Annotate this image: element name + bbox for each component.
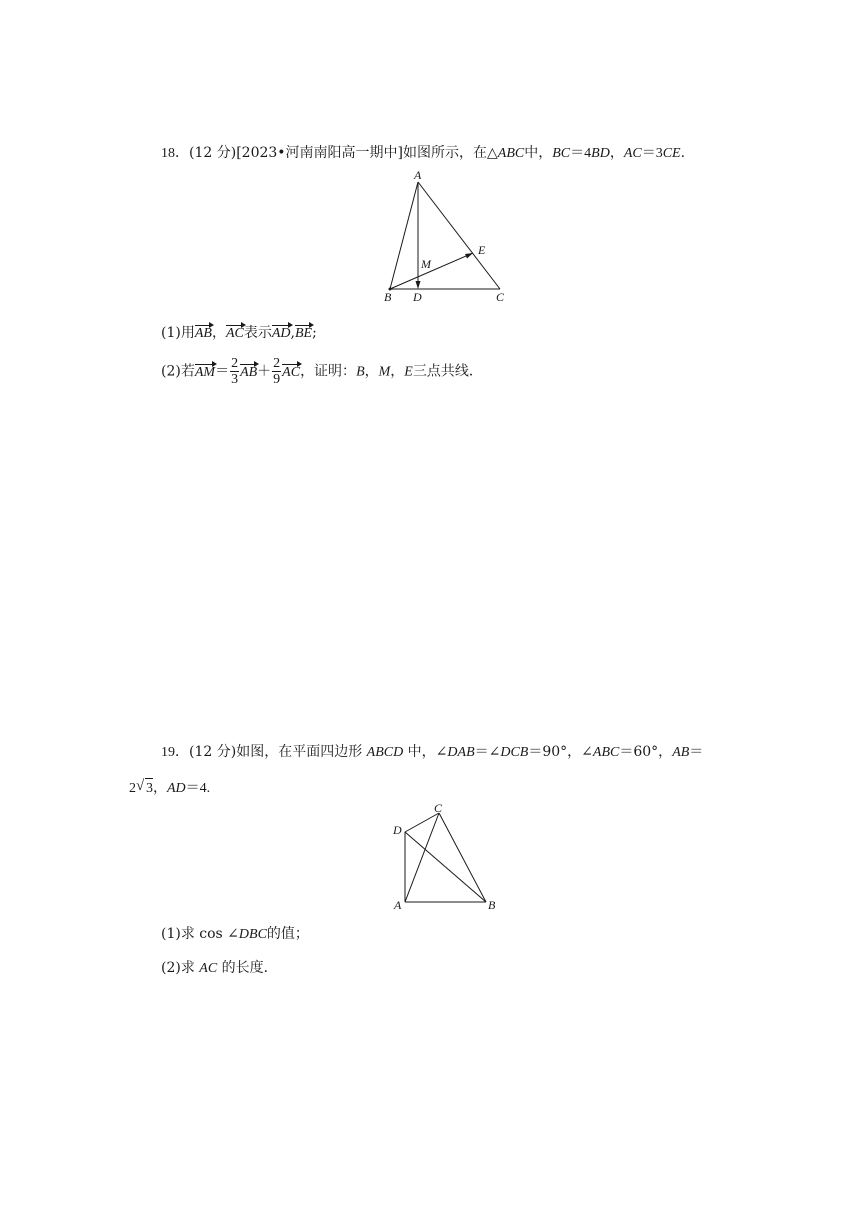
- stem-text: ，: [609, 145, 624, 161]
- points: (12 分): [189, 744, 237, 760]
- vector-am: AM: [195, 363, 215, 383]
- label-a: A: [394, 898, 402, 912]
- point-label: M: [378, 364, 391, 380]
- q19-part2: [161, 958, 278, 979]
- question-number: 18．: [161, 146, 189, 161]
- vector-ab: AB: [240, 363, 257, 383]
- q19-stem-line1: [161, 742, 703, 763]
- segment-label: AC: [199, 961, 218, 976]
- part-text: 的长度．: [217, 960, 278, 976]
- q19-part1: [161, 924, 309, 945]
- q18-part1: [161, 323, 317, 344]
- q18-stem: [161, 143, 685, 164]
- part-text: ＋: [257, 364, 272, 380]
- segment-label: BC: [552, 146, 571, 161]
- triangle-name: ABC: [497, 146, 525, 161]
- part-text: (2)若: [161, 363, 195, 380]
- fraction-denominator: 3: [231, 372, 239, 387]
- fraction-numerator: 2: [231, 356, 239, 371]
- points: (12 分): [189, 145, 237, 161]
- vector-be: [390, 253, 473, 289]
- label-a: A: [414, 168, 422, 182]
- part-text: 的值；: [266, 926, 309, 942]
- part-text: (1)求 cos ∠: [161, 926, 239, 942]
- quadrilateral-name: ABCD: [366, 745, 404, 760]
- part-text: ，: [364, 363, 379, 380]
- diagonal-db: [405, 832, 486, 902]
- stem-text: 如图所示，在△: [403, 145, 498, 161]
- angle-label: DCB: [500, 745, 529, 760]
- stem-text: 中，: [524, 145, 553, 161]
- source-tag: [2023•河南南阳高一期中]: [236, 145, 404, 161]
- segment-label: AD: [167, 781, 186, 796]
- fraction-numerator: 2: [273, 356, 281, 371]
- point-label: B: [356, 364, 365, 380]
- radicand: 3: [146, 781, 153, 796]
- part-text: 三点共线．: [412, 363, 483, 380]
- segment-label: BD: [591, 146, 610, 161]
- part-text: ,: [290, 325, 295, 341]
- q18-triangle-figure: [378, 168, 518, 308]
- part-text: ，: [390, 363, 405, 380]
- vector-ab: AB: [195, 324, 212, 344]
- segment-ab: [390, 182, 418, 289]
- stem-text: ，: [153, 780, 167, 796]
- stem-text: ＝90°，∠: [528, 744, 593, 760]
- segment-label: AC: [623, 146, 642, 161]
- q19-stem-line2: [129, 778, 210, 799]
- angle-label: DAB: [447, 745, 475, 760]
- fraction-denominator: 9: [273, 372, 281, 387]
- question-number: 19．: [161, 745, 189, 760]
- stem-text: ＝∠: [474, 744, 501, 760]
- label-d: D: [413, 290, 422, 304]
- part-text: ，: [211, 325, 226, 341]
- vector-ad: AD: [272, 324, 291, 344]
- segment-dc: [405, 813, 439, 832]
- arrowhead-d: [416, 281, 421, 289]
- vector-ac: AC: [226, 324, 244, 344]
- label-e: E: [478, 243, 486, 257]
- vector-be: BE: [295, 324, 312, 344]
- label-c: C: [496, 290, 505, 304]
- stem-text: .: [680, 145, 686, 161]
- label-c: C: [434, 802, 443, 815]
- stem-text: ＝60°，: [619, 744, 673, 760]
- part-text: ;: [312, 325, 317, 341]
- arrowhead-e: [465, 253, 473, 259]
- part-text: ，证明：: [300, 363, 357, 380]
- fraction: [230, 356, 239, 387]
- stem-text: 中，∠: [403, 744, 448, 760]
- segment-cb: [439, 813, 486, 902]
- stem-text: ＝4: [570, 146, 592, 161]
- q18-part2: [161, 356, 483, 387]
- angle-label: ABC: [592, 745, 620, 760]
- part-text: (1)用: [161, 325, 195, 341]
- point-label: E: [404, 364, 413, 380]
- part-text: 表示: [243, 325, 272, 341]
- label-b: B: [488, 898, 496, 912]
- coefficient: 2: [129, 781, 136, 796]
- stem-text: 如图，在平面四边形: [236, 744, 367, 760]
- stem-text: ＝4.: [185, 781, 211, 796]
- segment-label: CE: [662, 146, 681, 161]
- vector-ac: AC: [282, 363, 300, 383]
- label-d: D: [393, 823, 402, 837]
- stem-text: ＝: [689, 745, 704, 760]
- stem-text: ＝3: [641, 146, 663, 161]
- segment-label: AB: [672, 745, 690, 760]
- fraction: [272, 356, 281, 387]
- q19-quadrilateral-figure: [390, 802, 510, 917]
- part-text: (2)求: [161, 960, 200, 976]
- sqrt-radical: [145, 778, 153, 799]
- label-b: B: [384, 290, 392, 304]
- label-m: M: [421, 257, 431, 271]
- part-text: ＝: [215, 364, 230, 380]
- angle-label: DBC: [238, 927, 267, 942]
- segment-ac: [418, 182, 500, 289]
